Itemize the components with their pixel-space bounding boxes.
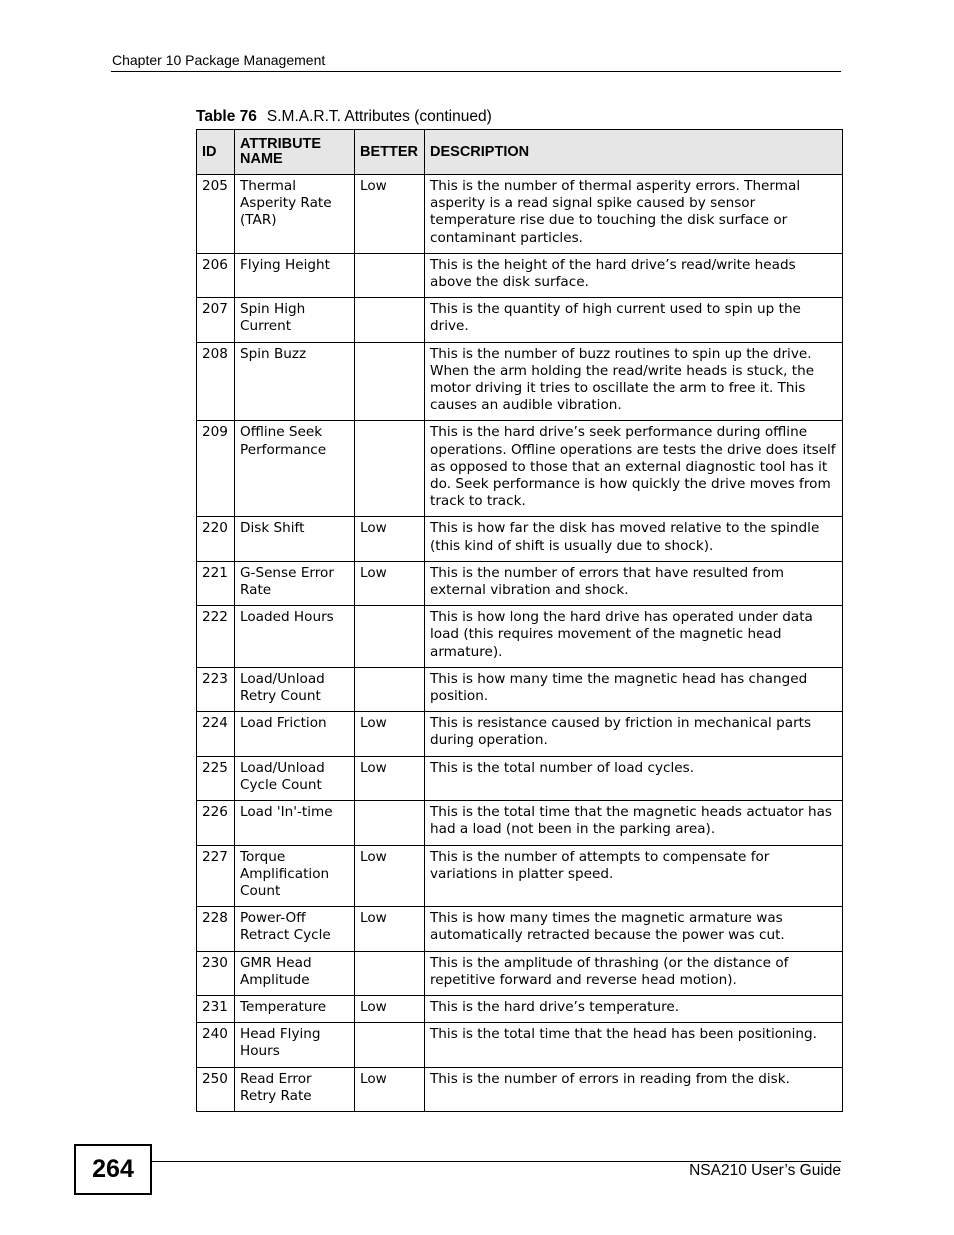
table-row: [197, 712, 843, 756]
table-row: [197, 801, 843, 845]
cell-description: This is how many time the magnetic head has changed position.: [425, 667, 843, 711]
cell-id: 225: [197, 756, 235, 800]
cell-id: 230: [197, 951, 235, 995]
cell-better: Low: [355, 175, 425, 254]
cell-attribute-name: G-Sense Error Rate: [235, 561, 355, 605]
cell-attribute-name: Load Friction: [235, 712, 355, 756]
cell-id: 207: [197, 298, 235, 342]
cell-better: [355, 606, 425, 668]
cell-description: This is the number of errors that have resulted from external vibration and shock.: [425, 561, 843, 605]
cell-better: Low: [355, 995, 425, 1022]
smart-attributes-table: [196, 129, 843, 1112]
cell-better: [355, 667, 425, 711]
table-row: [197, 342, 843, 421]
cell-attribute-name: Torque Amplification Count: [235, 845, 355, 907]
cell-attribute-name: Head Flying Hours: [235, 1023, 355, 1067]
cell-id: 228: [197, 907, 235, 951]
cell-id: 220: [197, 517, 235, 561]
cell-id: 222: [197, 606, 235, 668]
table-row: [197, 907, 843, 951]
cell-attribute-name: Load/Unload Retry Count: [235, 667, 355, 711]
cell-better: Low: [355, 561, 425, 605]
cell-better: [355, 298, 425, 342]
table-body: [197, 175, 843, 1112]
table-row: [197, 253, 843, 297]
cell-description: This is the quantity of high current used to spin up the drive.: [425, 298, 843, 342]
cell-id: 240: [197, 1023, 235, 1067]
cell-description: This is the hard drive’s seek performance during offline operations. Offline operations are tests the drive does itself as opposed to those that an external diagnostic tool has it do. Seek performance is how quickly the drive moves from track to track.: [425, 421, 843, 517]
cell-better: [355, 253, 425, 297]
cell-attribute-name: Loaded Hours: [235, 606, 355, 668]
table-row: [197, 421, 843, 517]
cell-id: 223: [197, 667, 235, 711]
table-header-row: [197, 130, 843, 175]
cell-attribute-name: Thermal Asperity Rate (TAR): [235, 175, 355, 254]
cell-description: This is the number of attempts to compensate for variations in platter speed.: [425, 845, 843, 907]
cell-description: This is the total number of load cycles.: [425, 756, 843, 800]
cell-id: 226: [197, 801, 235, 845]
cell-id: 208: [197, 342, 235, 421]
table-row: [197, 995, 843, 1022]
cell-id: 209: [197, 421, 235, 517]
cell-better: [355, 801, 425, 845]
cell-attribute-name: Load/Unload Cycle Count: [235, 756, 355, 800]
cell-id: 250: [197, 1067, 235, 1111]
chapter-title: Chapter 10 Package Management: [112, 52, 326, 68]
cell-better: [355, 951, 425, 995]
cell-description: This is the total time that the magnetic heads actuator has had a load (not been in the parking area).: [425, 801, 843, 845]
cell-better: [355, 1023, 425, 1067]
cell-attribute-name: Power-Off Retract Cycle: [235, 907, 355, 951]
cell-better: Low: [355, 517, 425, 561]
cell-id: 205: [197, 175, 235, 254]
cell-attribute-name: GMR Head Amplitude: [235, 951, 355, 995]
page-number: 264: [74, 1144, 152, 1195]
table-row: [197, 667, 843, 711]
table-caption: [196, 108, 492, 126]
cell-description: This is the amplitude of thrashing (or the distance of repetitive forward and reverse head motion).: [425, 951, 843, 995]
column-header-id: ID: [197, 130, 235, 175]
cell-description: This is the total time that the head has been positioning.: [425, 1023, 843, 1067]
table-row: [197, 951, 843, 995]
header-divider: [111, 71, 841, 72]
cell-id: 227: [197, 845, 235, 907]
cell-description: This is the number of buzz routines to spin up the drive. When the arm holding the read/write heads is stuck, the motor driving it tries to oscillate the arm to free it. This causes an audible vibration.: [425, 342, 843, 421]
cell-better: [355, 421, 425, 517]
table-row: [197, 517, 843, 561]
cell-id: 206: [197, 253, 235, 297]
cell-description: This is how far the disk has moved relative to the spindle (this kind of shift is usually due to shock).: [425, 517, 843, 561]
table-row: [197, 606, 843, 668]
cell-id: 221: [197, 561, 235, 605]
table-caption-title: S.M.A.R.T. Attributes (continued): [266, 108, 492, 125]
cell-description: This is how long the hard drive has operated under data load (this requires movement of the magnetic head armature).: [425, 606, 843, 668]
table-row: [197, 298, 843, 342]
cell-description: This is the height of the hard drive’s read/write heads above the disk surface.: [425, 253, 843, 297]
table-row: [197, 756, 843, 800]
cell-attribute-name: Temperature: [235, 995, 355, 1022]
cell-better: Low: [355, 712, 425, 756]
cell-attribute-name: Load 'In'-time: [235, 801, 355, 845]
column-header-attribute-name: ATTRIBUTE NAME: [235, 130, 355, 175]
column-header-description: DESCRIPTION: [425, 130, 843, 175]
table-row: [197, 845, 843, 907]
guide-title: NSA210 User’s Guide: [689, 1162, 841, 1179]
cell-attribute-name: Disk Shift: [235, 517, 355, 561]
cell-better: Low: [355, 756, 425, 800]
table-row: [197, 561, 843, 605]
cell-attribute-name: Offline Seek Performance: [235, 421, 355, 517]
cell-attribute-name: Flying Height: [235, 253, 355, 297]
cell-description: This is the number of errors in reading from the disk.: [425, 1067, 843, 1111]
table-row: [197, 175, 843, 254]
table-row: [197, 1023, 843, 1067]
cell-better: [355, 342, 425, 421]
cell-description: This is resistance caused by friction in mechanical parts during operation.: [425, 712, 843, 756]
cell-description: This is the hard drive’s temperature.: [425, 995, 843, 1022]
cell-better: Low: [355, 845, 425, 907]
cell-attribute-name: Spin High Current: [235, 298, 355, 342]
cell-attribute-name: Read Error Retry Rate: [235, 1067, 355, 1111]
column-header-better: BETTER: [355, 130, 425, 175]
table-row: [197, 1067, 843, 1111]
cell-better: Low: [355, 1067, 425, 1111]
cell-id: 224: [197, 712, 235, 756]
cell-description: This is the number of thermal asperity errors. Thermal asperity is a read signal spike caused by sensor temperature rise due to touching the disk surface or contaminant particles.: [425, 175, 843, 254]
cell-better: Low: [355, 907, 425, 951]
table-caption-number: Table 76: [196, 108, 257, 125]
cell-description: This is how many times the magnetic armature was automatically retracted because the power was cut.: [425, 907, 843, 951]
cell-attribute-name: Spin Buzz: [235, 342, 355, 421]
cell-id: 231: [197, 995, 235, 1022]
